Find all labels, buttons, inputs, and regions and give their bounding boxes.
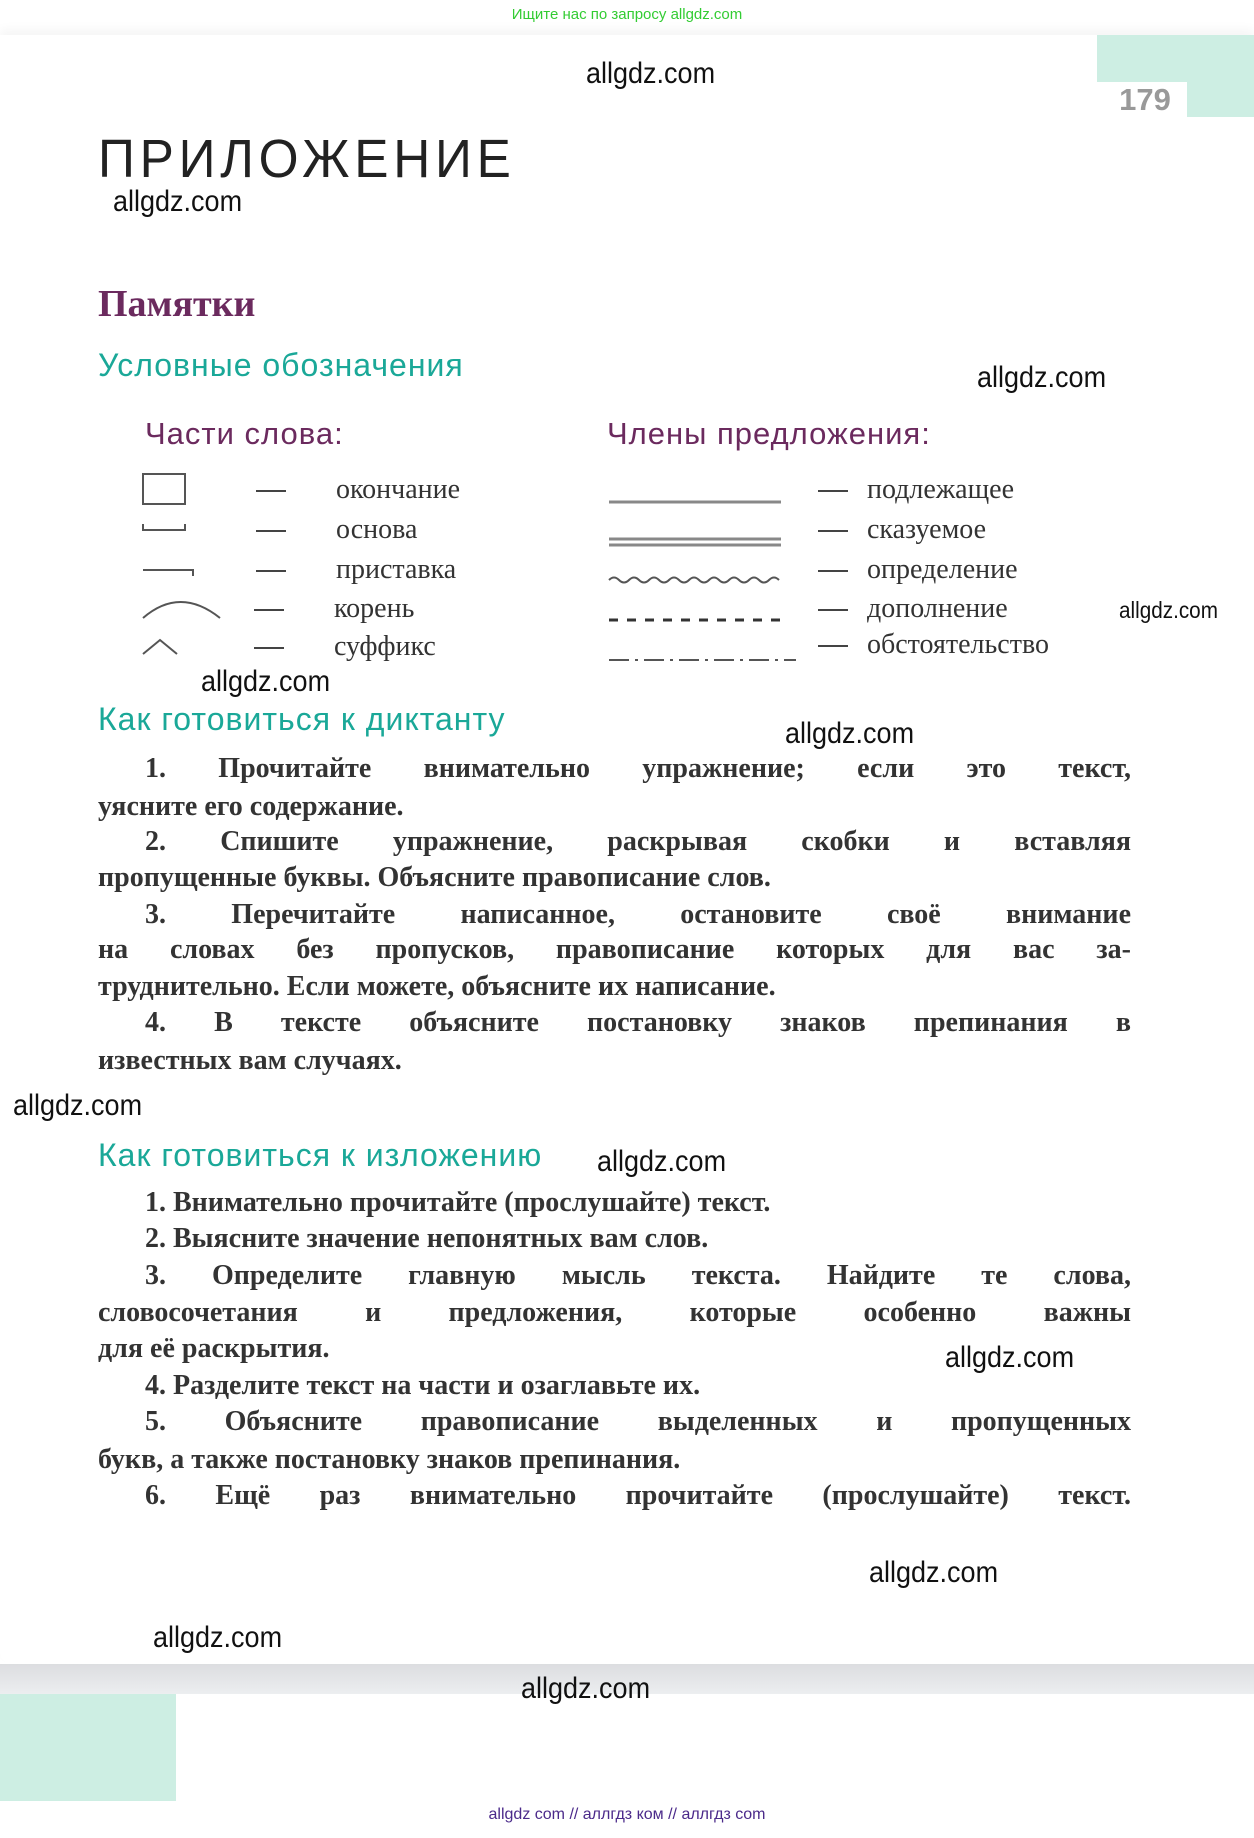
- dash: [256, 570, 286, 572]
- text-line: 5. Объясните правописание выделенных и пропущенных: [145, 1406, 1131, 1437]
- watermark: allgdz.com: [586, 57, 716, 90]
- dash: [818, 490, 848, 492]
- dash: [254, 647, 284, 649]
- dash: [818, 645, 848, 647]
- prefix-mark-icon: [143, 570, 193, 576]
- watermark: allgdz.com: [945, 1341, 1075, 1374]
- text-line: 1. Прочитайте внимательно упражнение; если это текст,: [145, 753, 1131, 784]
- watermark: allgdz.com: [597, 1145, 727, 1178]
- ending-box-icon: [143, 474, 185, 504]
- watermark: allgdz.com: [113, 185, 243, 218]
- text-line: известных вам случаях.: [98, 1045, 402, 1076]
- dash: [818, 609, 848, 611]
- part-label-suffix: суффикс: [334, 631, 436, 662]
- section-title: Памятки: [98, 283, 256, 325]
- member-label-predicate: сказуемое: [867, 514, 987, 545]
- member-label-object: дополнение: [867, 593, 1008, 624]
- root-arc-icon: [143, 602, 220, 618]
- footer-links[interactable]: allgdz com // аллгдз ком // аллгдз com: [488, 1806, 766, 1823]
- double-underline-icon: [609, 539, 781, 545]
- watermark: allgdz.com: [785, 717, 915, 750]
- text-line: 1. Внимательно прочитайте (прослушайте) текст.: [145, 1187, 771, 1218]
- page-number: 179: [1119, 82, 1171, 117]
- next-page-corner-decoration: [0, 1694, 176, 1801]
- watermark: allgdz.com: [153, 1621, 283, 1654]
- member-label-subject: подлежащее: [867, 474, 1015, 505]
- text-line: пропущенные буквы. Объясните правописание слов.: [98, 862, 771, 893]
- part-label-ending: окончание: [336, 474, 461, 505]
- dictation-heading: Как готовиться к диктанту: [98, 701, 506, 737]
- legend-heading: Условные обозначения: [98, 347, 464, 383]
- dash: [818, 530, 848, 532]
- watermark: allgdz.com: [201, 665, 331, 698]
- presentation-heading: Как готовиться к изложению: [98, 1137, 543, 1173]
- parts-heading: Части слова:: [145, 416, 344, 451]
- suffix-caret-icon: [143, 640, 177, 654]
- part-label-prefix: приставка: [336, 554, 457, 585]
- text-line: 6. Ещё раз внимательно прочитайте (прослушайте) текст.: [145, 1480, 1131, 1511]
- text-line: для её раскрытия.: [98, 1333, 330, 1364]
- members-heading: Члены предложения:: [607, 416, 931, 451]
- search-banner[interactable]: Ищите нас по запросу allgdz.com: [511, 6, 743, 23]
- text-line: 4. В тексте объясните постановку знаков препинания в: [145, 1007, 1131, 1038]
- dash: [818, 570, 848, 572]
- text-line: на словах без пропусков, правописание которых для вас за-: [98, 934, 1131, 965]
- text-line: труднительно. Если можете, объясните их написание.: [98, 971, 776, 1002]
- text-line: 4. Разделите текст на части и озаглавьте их.: [145, 1370, 701, 1401]
- text-line: букв, а также постановку знаков препинания.: [98, 1444, 681, 1475]
- watermark: allgdz.com: [13, 1089, 143, 1122]
- text-line: уясните его содержание.: [98, 791, 404, 822]
- page-title: ПРИЛОЖЕНИЕ: [98, 129, 516, 189]
- dash: [254, 609, 284, 611]
- text-line: 3. Перечитайте написанное, остановите своё внимание: [145, 899, 1131, 930]
- text-line: 2. Спишите упражнение, раскрывая скобки и вставляя: [145, 826, 1131, 857]
- part-label-stem: основа: [336, 514, 418, 545]
- stem-bracket-icon: [143, 524, 185, 530]
- wavy-underline-icon: [609, 578, 779, 583]
- members-icons: [606, 480, 796, 670]
- watermark: allgdz.com: [521, 1672, 651, 1705]
- member-label-attribute: определение: [867, 554, 1018, 585]
- text-line: словосочетания и предложения, которые особенно важны: [98, 1297, 1131, 1328]
- text-line: 3. Определите главную мысль текста. Найдите те слова,: [145, 1260, 1131, 1291]
- watermark: allgdz.com: [977, 361, 1107, 394]
- part-label-root: корень: [334, 593, 415, 624]
- parts-icons: [140, 468, 230, 668]
- member-label-adverbial: обстоятельство: [867, 629, 1049, 660]
- watermark: allgdz.com: [869, 1556, 999, 1589]
- text-line: 2. Выясните значение непонятных вам слов.: [145, 1223, 709, 1254]
- watermark: allgdz.com: [1119, 597, 1218, 623]
- dash: [256, 530, 286, 532]
- dash: [256, 490, 286, 492]
